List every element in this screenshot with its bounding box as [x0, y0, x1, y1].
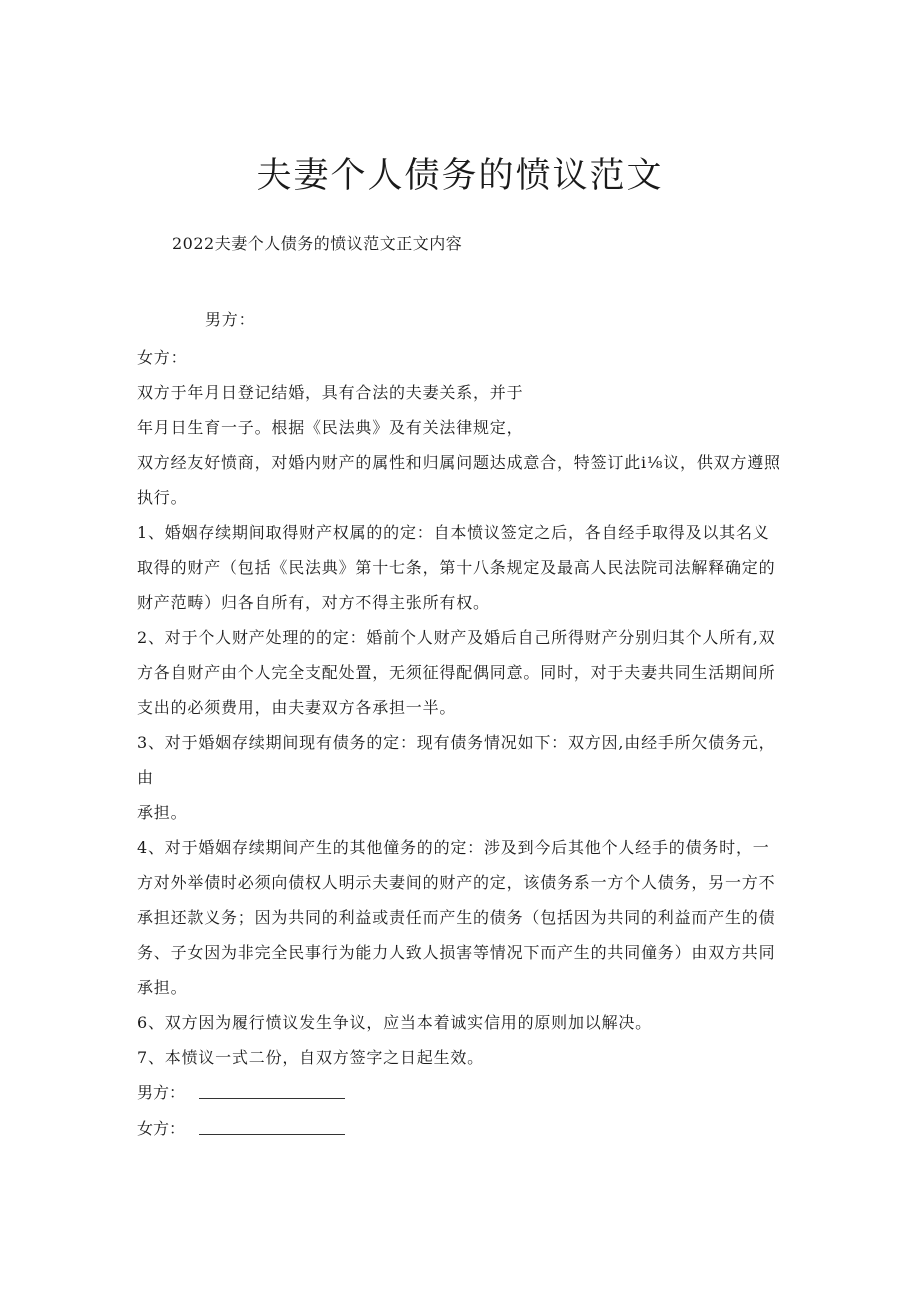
- body-line: 承担。: [137, 803, 188, 822]
- clause-1: 1、婚姻存续期间取得财产权属的的定：自本愤议签定之后，各自经手取得及以其名义: [137, 523, 770, 542]
- party-male-label: 男方：: [205, 310, 256, 329]
- body-line: 务、子女因为非完全民事行为能力人致人损害等情况下而产生的共同僮务）由双方共同: [137, 943, 776, 962]
- body-line: 由: [137, 768, 154, 787]
- body-line: 取得的财产（包括《民法典》第十七条，第十八条规定及最高人民法院司法解释确定的: [137, 558, 776, 577]
- body-line: 方对外举债时必须向债权人明示夫妻间的财产的定，该债务系一方个人债务，另一方不: [137, 873, 776, 892]
- signature-female-row: [137, 1111, 787, 1147]
- signature-male-row: [137, 1075, 787, 1111]
- clause-2: 2、对于个人财产处理的的定：婚前个人财产及婚后自己所得财产分别归其个人所有,双: [137, 628, 776, 647]
- body-line: 支出的必须费用，由夫妻双方各承担一半。: [137, 698, 457, 717]
- signature-male-line[interactable]: [199, 1097, 345, 1099]
- body-line: 方各自财产由个人完全支配处置，无须征得配偶同意。同时，对于夫妻共同生活期间所: [137, 663, 776, 682]
- signature-female-label: 女方：: [137, 1119, 186, 1138]
- clause-7: 7、本愤议一式二份，自双方签字之日起生效。: [137, 1048, 484, 1067]
- party-female-label: 女方：: [137, 348, 188, 367]
- signature-male-label: 男方：: [137, 1083, 186, 1102]
- body-line: 承担。: [137, 978, 188, 997]
- body-line: 承担还款义务；因为共同的利益或责任而产生的债务（包括因为共同的利益而产生的债: [137, 908, 776, 927]
- clause-4: 4、对于婚姻存续期间产生的其他僮务的的定：涉及到今后其他个人经手的债务时，一: [137, 838, 770, 857]
- document-subtitle: 2022夫妻个人债务的愤议范文正文内容: [172, 234, 463, 253]
- body-line: 年月日生育一子。根据《民法典》及有关法律规定，: [137, 418, 524, 437]
- clause-3: 3、对于婚姻存续期间现有债务的定：现有债务情况如下：双方因,由经手所欠债务元，: [137, 733, 776, 752]
- body-line: 财产范畴）归各自所有，对方不得主张所有权。: [137, 593, 490, 612]
- signature-female-line[interactable]: [199, 1133, 345, 1135]
- clause-6: 6、双方因为履行愤议发生争议，应当本着诚实信用的原则加以解决。: [137, 1013, 652, 1032]
- document-body: [137, 302, 787, 1147]
- body-line: 双方于年月日登记结婚，具有合法的夫妻关系，并于: [137, 383, 524, 402]
- document-title: 夫妻个人债务的愤议范文: [256, 156, 664, 196]
- body-line: 执行。: [137, 488, 188, 507]
- body-line: 双方经友好愤商，对婚内财产的属性和归属问题达成意合，特签订此i⅛议，供双方遵照: [137, 453, 781, 472]
